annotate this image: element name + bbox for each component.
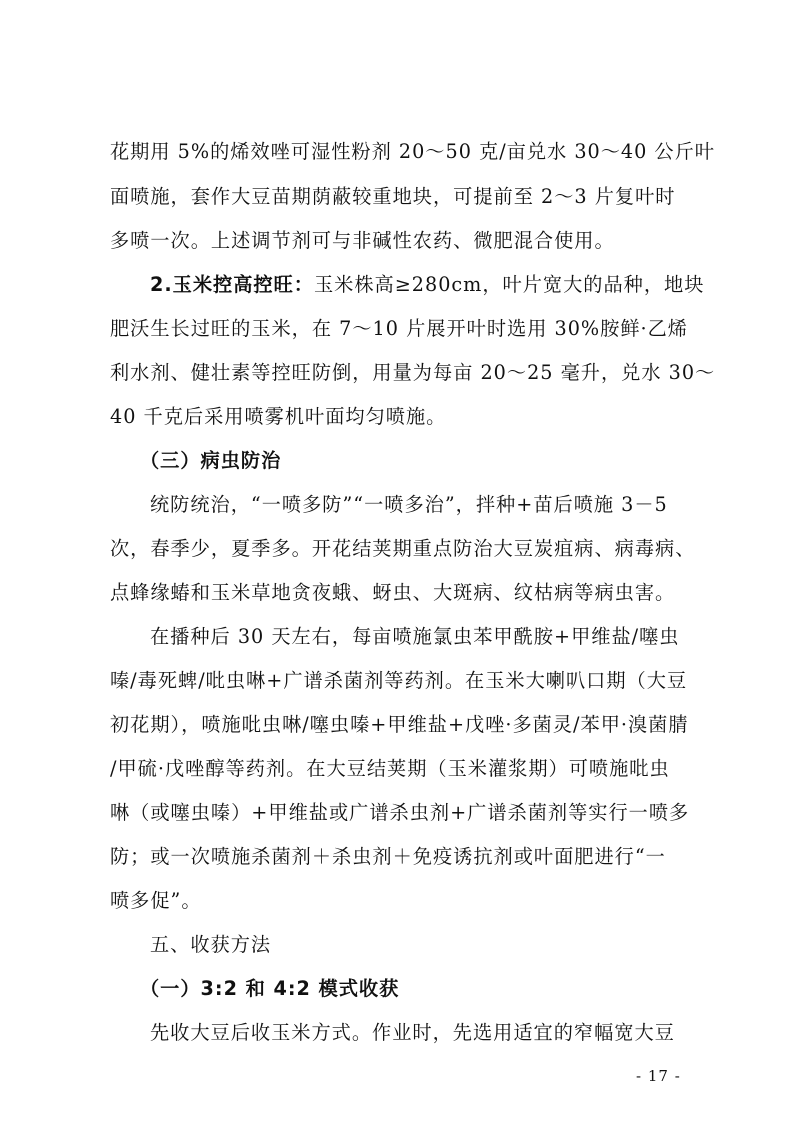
section-heading-3: （三）病虫防治 — [140, 449, 282, 472]
paragraph-line: 次，春季少，夏季多。开花结荚期重点防治大豆炭疽病、病毒病、 — [110, 537, 696, 560]
paragraph-line: 喷多促”。 — [110, 889, 202, 912]
paragraph-line: 啉（或噻虫嗪）+甲维盐或广谱杀虫剂+广谱杀菌剂等实行一喷多 — [110, 801, 690, 824]
paragraph-line: 点蜂缘蝽和玉米草地贪夜蛾、蚜虫、大斑病、纹枯病等病虫害。 — [110, 581, 676, 604]
paragraph-first-line: 先收大豆后收玉米方式。作业时，先选用适宜的窄幅宽大豆 — [150, 1021, 675, 1044]
paragraph-line: /甲硫·戊唑醇等药剂。在大豆结荚期（玉米灌浆期）可喷施吡虫 — [110, 757, 670, 780]
paragraph-line: 花期用 5%的烯效唑可湿性粉剂 20～50 克/亩兑水 30～40 公斤叶 — [110, 140, 715, 163]
paragraph-first-line — [150, 270, 710, 300]
section-heading-5: 五、收获方法 — [150, 933, 272, 956]
paragraph-line: 肥沃生长过旺的玉米，在 7～10 片展开叶时选用 30%胺鲜·乙烯 — [110, 317, 688, 340]
paragraph-line: 利水剂、健壮素等控旺防倒，用量为每亩 20～25 毫升，兑水 30～ — [110, 361, 716, 384]
paragraph-line: 多喷一次。上述调节剂可与非碱性农药、微肥混合使用。 — [110, 229, 615, 252]
paragraph-line: 嗪/毒死蜱/吡虫啉+广谱杀菌剂等药剂。在玉米大喇叭口期（大豆 — [110, 669, 688, 692]
subsection-heading-5-1: （一）3:2 和 4:2 模式收获 — [140, 977, 400, 1000]
paragraph-line: 面喷施，套作大豆苗期荫蔽较重地块，可提前至 2～3 片复叶时 — [110, 185, 676, 208]
paragraph-line: 初花期），喷施吡虫啉/噻虫嗪+甲维盐+戊唑·多菌灵/苯甲·溴菌腈 — [110, 713, 689, 736]
page-number: - 17 - — [636, 1067, 681, 1085]
paragraph-first-line: 在播种后 30 天左右，每亩喷施氯虫苯甲酰胺+甲维盐/噻虫 — [150, 625, 680, 648]
paragraph-line: 40 千克后采用喷雾机叶面均匀喷施。 — [110, 405, 447, 428]
subheading-lead: 2.玉米控高控旺： — [150, 273, 314, 296]
paragraph-line: 防；或一次喷施杀菌剂＋杀虫剂＋免疫诱抗剂或叶面肥进行“一 — [110, 845, 666, 868]
paragraph-text: 玉米株高≥280cm，叶片宽大的品种，地块 — [313, 273, 705, 296]
paragraph-first-line: 统防统治，“一喷多防”“一喷多治”，拌种+苗后喷施 3－5 — [150, 493, 668, 516]
